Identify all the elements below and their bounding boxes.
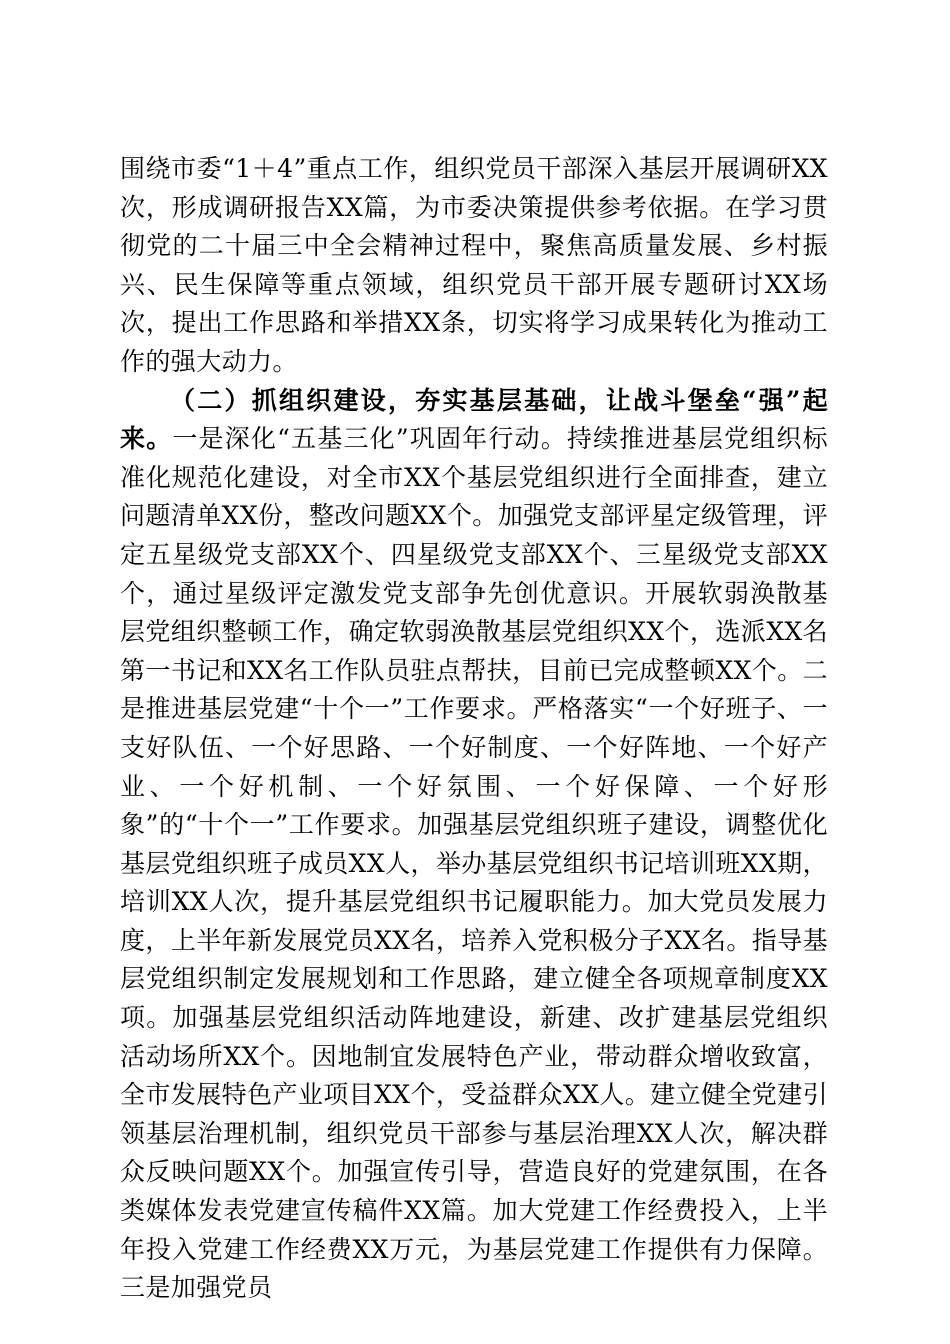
paragraph-research xyxy=(120,150,828,382)
document-body xyxy=(120,150,828,1308)
paragraph-text: 一是深化“五基三化”巩固年行动。持续推进基层党组织标准化规范化建设，对全市XX个基层党组织进行全面排查，建立问题清单XX份，整改问题XX个。加强党支部评星定级管理，评定五星级党支部XX个、四星级党支部XX个、三星级党支部XX个，通过星级评定激发党支部争先创优意识。开展软弱涣散基层党组织整顿工作，确定软弱涣散基层党组织XX个，选派XX名第一书记和XX名工作队员驻点帮扶，目前已完成整顿XX个。二是推进基层党建“十个一”工作要求。严格落实“一个好班子、一支好队伍、一个好思路、一个好制度、一个好阵地、一个好产业、一个好机制、一个好氛围、一个好保障、一个好形象”的“十个一”工作要求。加强基层党组织班子建设，调整优化基层党组织班子成员XX人，举办基层党组织书记培训班XX期，培训XX人次，提升基层党组织书记履职能力。加大党员发展力度，上半年新发展党员XX名，培养入党积极分子XX名。指导基层党组织制定发展规划和工作思路，建立健全各项规章制度XX项。加强基层党组织活动阵地建设，新建、改扩建基层党组织活动场所XX个。因地制宜发展特色产业，带动群众增收致富，全市发展特色产业项目XX个，受益群众XX人。建立健全党建引领基层治理机制，组织党员干部参与基层治理XX人次，解决群众反映问题XX个。加强宣传引导，营造良好的党建氛围，在各类媒体发表党建宣传稿件XX篇。加大党建工作经费投入，上半年投入党建工作经费XX万元，为基层党建工作提供有力保障。三是加强党员 xyxy=(120,424,828,1303)
paragraph-text: 围绕市委“1＋4”重点工作，组织党员干部深入基层开展调研XX次，形成调研报告XX篇，为市委决策提供参考依据。在学习贯彻党的二十届三中全会精神过程中，聚焦高质量发展、乡村振兴、民生保障等重点领域，组织党员干部开展专题研讨XX场次，提出工作思路和举措XX条，切实将学习成果转化为推动工作的强大动力。 xyxy=(120,154,828,376)
paragraph-organization-building xyxy=(120,382,828,1308)
section-heading: （二）抓组织建设，夯实基层基础，让战斗堡垒“强”起来。 xyxy=(120,385,828,454)
